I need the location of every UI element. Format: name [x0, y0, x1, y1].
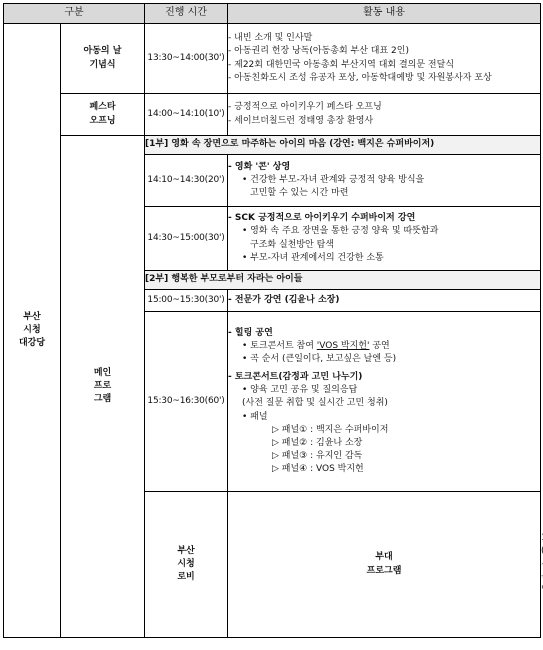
list-item: - 아동권리 헌장 낭독(아동총회 부산 대표 2인): [228, 46, 409, 57]
part2a-time: 15:00~15:30(30'): [145, 290, 228, 312]
hall-location: 부산 시청 대강당: [4, 24, 61, 638]
anniversary-row: [4, 24, 541, 94]
part2a-activities: [228, 290, 541, 312]
panel-item: ▷ 패널③ : 유지인 감독: [272, 450, 363, 461]
talk-concert-heading: - 토크콘서트(감정과 고민 나누기): [228, 372, 363, 383]
header-category: 구분: [4, 4, 145, 24]
header-activities: 활동 내용: [228, 4, 541, 24]
list-item: - 제22회 대한민국 아동총회 부산지역 대회 결의문 전달식: [228, 59, 455, 70]
list-item: • 영화 속 주요 장면을 통한 긍정 양육 및 따뜻함과: [242, 226, 439, 237]
part2b-activities: [228, 312, 541, 492]
anniversary-time: 13:30~14:00(30'): [145, 24, 228, 94]
lobby-location: 부산 시청 로비: [145, 492, 228, 638]
list-item: - 내빈 소개 및 인사말: [228, 33, 313, 44]
part2b-time: 15:30~16:30(60'): [145, 312, 228, 492]
header-time: 진행 시간: [145, 4, 228, 24]
list-item: • 건강한 부모-자녀 관계와 긍정적 양육 방식을: [242, 174, 425, 185]
panel-item: ▷ 패널① : 백지은 수퍼바이저: [272, 424, 389, 435]
panel-item: ▷ 패널④ : VOS 박지헌: [272, 463, 364, 474]
list-item: - 긍정적으로 아이키우기 페스타 오프닝: [228, 102, 382, 113]
part1-heading: [1부] 영화 속 장면으로 마주하는 아이의 마음 (강연: 백지은 슈퍼바이저): [145, 136, 541, 155]
anniversary-activities: [228, 24, 541, 94]
anniversary-title: 아동의 날 기념식: [61, 24, 145, 94]
list-item: - 세이브더칠드런 정태영 총장 환영사: [228, 115, 374, 126]
festa-row: [4, 94, 541, 136]
list-item: (사전 질문 취합 및 실시간 고민 청취): [242, 398, 388, 409]
festa-activities: [228, 94, 541, 136]
movie-screening-heading: - 영화 '콘' 상영: [228, 161, 291, 172]
festa-time: 14:00~14:10(10'): [145, 94, 228, 136]
list-item: • 토크콘서트 참여 'VOS 박지헌' 공연: [242, 341, 390, 352]
header-row: [4, 4, 541, 24]
lobby-program-title: 부대 프로그램: [228, 492, 541, 638]
part1-row: [4, 136, 541, 155]
expert-lecture-heading: - 전문가 강연 (김윤나 소장): [228, 294, 340, 305]
panel-item: ▷ 패널② : 김윤나 소장: [272, 437, 363, 448]
part1a-time: 14:10~14:30(20'): [145, 155, 228, 207]
event-schedule-table: [3, 3, 541, 638]
list-item: 구조화 실천방안 탐색: [250, 239, 334, 250]
main-program-title: 메인 프로 그램: [61, 136, 145, 638]
list-item: • 곡 순서 (큰일이다, 보고싶은 날엔 등): [242, 354, 397, 365]
list-item: • 부모-자녀 관계에서의 건강한 소통: [242, 252, 384, 263]
supervisor-lecture-heading: - SCK 긍정적으로 아이키우기 수퍼바이저 강연: [228, 213, 416, 224]
part1b-time: 14:30~15:00(30'): [145, 207, 228, 271]
healing-performance-heading: - 힐링 공연: [228, 328, 273, 339]
list-item: • 양육 고민 공유 및 질의응답: [242, 385, 358, 396]
list-item: - 아동친화도시 조성 유공자 포상, 아동학대예방 및 자원봉사자 포상: [228, 72, 492, 83]
part1a-activities: [228, 155, 541, 207]
list-item: 고민할 수 있는 시간 마련: [250, 188, 349, 199]
festa-title: 페스타 오프닝: [61, 94, 145, 136]
part1b-activities: [228, 207, 541, 271]
part2-heading: [2부] 행복한 부모로부터 자라는 아이들: [145, 271, 541, 290]
list-item: • 패널: [242, 411, 268, 422]
